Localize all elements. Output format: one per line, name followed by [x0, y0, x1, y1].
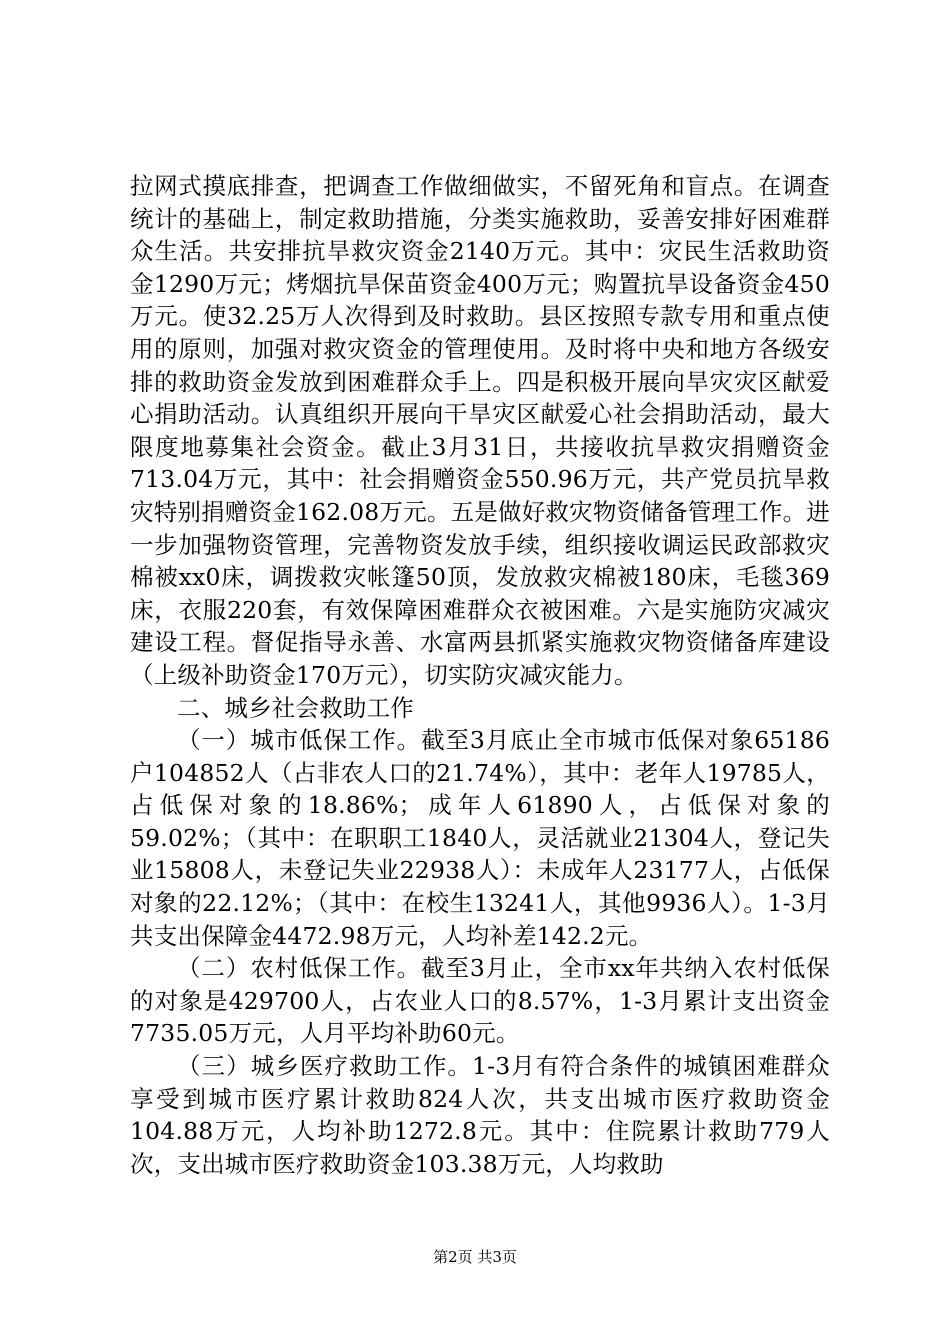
section-heading-social-assistance: 二、城乡社会救助工作	[177, 693, 414, 722]
paragraph-rural-minimum-living: （二）农村低保工作。截至3月止，全市xx年共纳入农村低保的对象是429700人，占农业人口的8.57%，1-3月累计支出资金7735.05万元，人月平均补助60元。	[130, 954, 830, 1048]
document-body	[130, 170, 830, 1180]
paragraph-urban-minimum-living: （一）城市低保工作。截至3月底止全市城市低保对象65186户104852人（占非农人口的21.74%），其中：老年人19785人，占低保对象的18.86%；成年人61890人，占低保对象的59.02%；（其中：在职职工1840人，灵活就业21304人，登记失业15808人，未登记失业22938人）：未成年人23177人，占低保对象的22.12%；（其中：在校生13241人，其他9936人）。1-3月共支出保障金4472.98万元，人均补差142.2元。	[130, 726, 830, 950]
paragraph-disaster-relief: 拉网式摸底排查，把调查工作做细做实，不留死角和盲点。在调查统计的基础上，制定救助措施，分类实施救助，妥善安排好困难群众生活。共安排抗旱救灾资金2140万元。其中：灾民生活救助资金1290万元；烤烟抗旱保苗资金400万元；购置抗旱设备资金450万元。使32.25万人次得到及时救助。县区按照专款专用和重点使用的原则，加强对救灾资金的管理使用。及时将中央和地方各级安排的救助资金发放到困难群众手上。四是积极开展向旱灾灾区献爱心捐助活动。认真组织开展向干旱灾区献爱心社会捐助活动，最大限度地募集社会资金。截止3月31日，共接收抗旱救灾捐赠资金713.04万元，其中：社会捐赠资金550.96万元，共产党员抗旱救灾特别捐赠资金162.08万元。五是做好救灾物资储备管理工作。进一步加强物资管理，完善物资发放手续，组织接收调运民政部救灾棉被xx0床，调拨救灾帐篷50顶，发放救灾棉被180床，毛毯369床，衣服220套，有效保障困难群众衣被困难。六是实施防灾减灾建设工程。督促指导永善、水富两县抓紧实施救灾物资储备库建设（上级补助资金170万元），切实防灾减灾能力。	[130, 172, 830, 689]
paragraph-medical-assistance: （三）城乡医疗救助工作。1-3月有符合条件的城镇困难群众享受到城市医疗累计救助824人次，共支出城市医疗救助资金104.88万元，人均补助1272.8元。其中：住院累计救助779人次，支出城市医疗救助资金103.38万元，人均救助	[130, 1052, 830, 1178]
page-footer: 第2页 共3页	[433, 1248, 517, 1266]
